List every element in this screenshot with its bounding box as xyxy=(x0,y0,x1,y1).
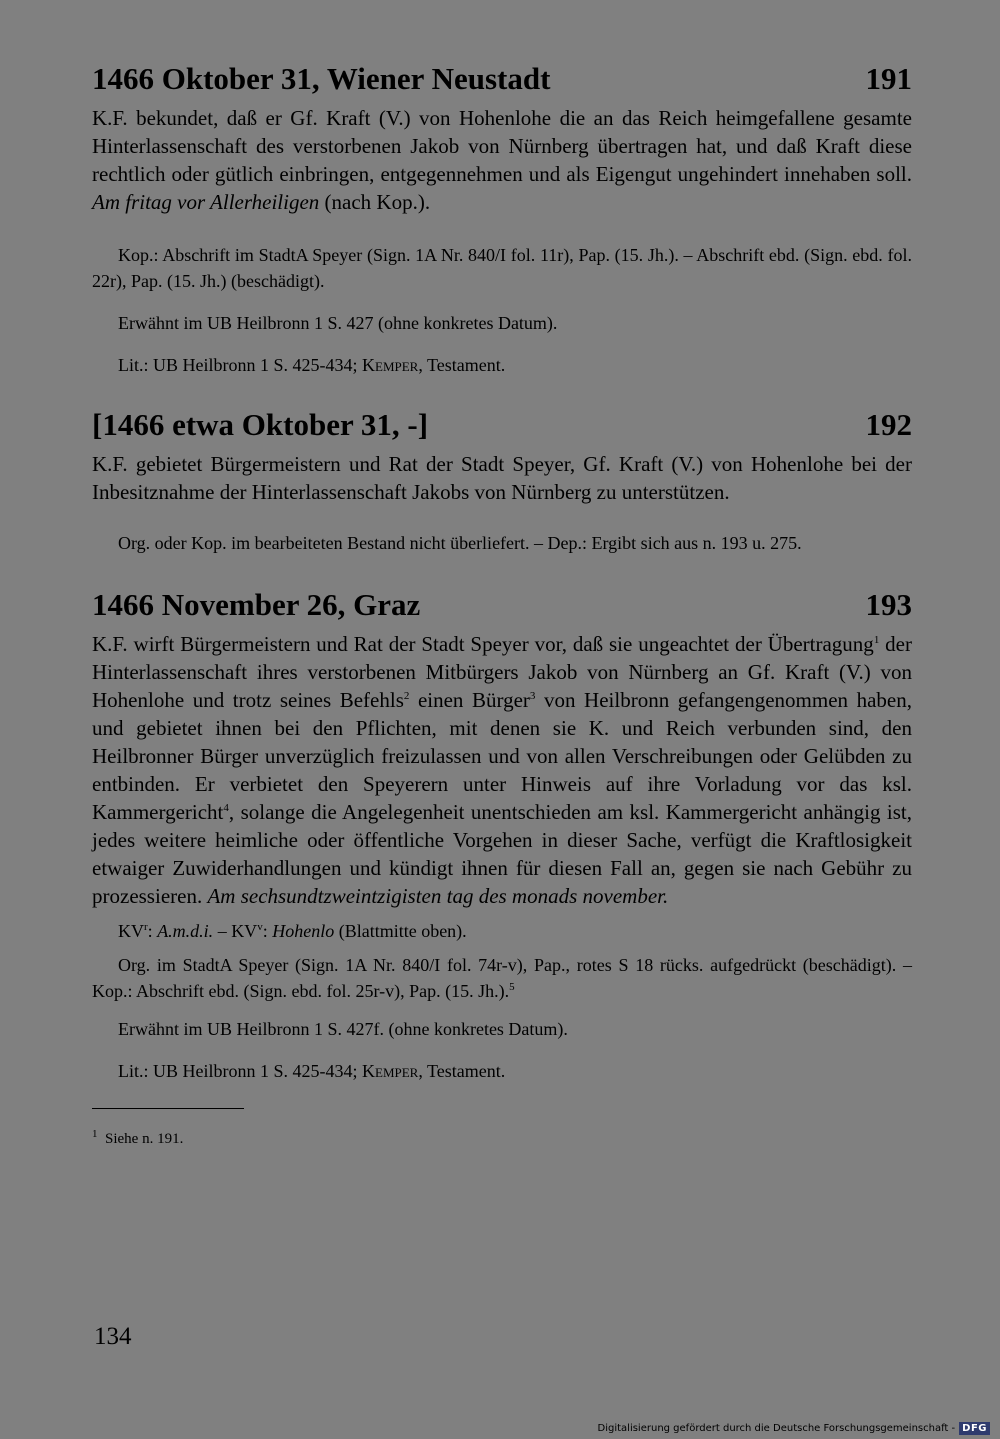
regest-tail: (nach Kop.). xyxy=(324,190,431,214)
lit-author: Kemper xyxy=(362,355,419,375)
entry-192 xyxy=(92,406,912,556)
entry-date: 1466 November 26, Graz xyxy=(92,587,421,622)
kop-note: Kop.: Abschrift im StadtA Speyer (Sign. 1A Nr. 840/I fol. 11r), Pap. (15. Jh.). – Abschrift ebd. (Sign. ebd. fol. 22r), Pap. (15. Jh.) (beschädigt). xyxy=(92,245,912,291)
kv-label: KV xyxy=(118,921,144,941)
kv-sup: v xyxy=(257,921,263,933)
page-content xyxy=(92,60,912,1149)
entry-number: 193 xyxy=(865,587,912,622)
footnote-marker: 1 xyxy=(92,1128,98,1140)
footnote-marker[interactable]: 3 xyxy=(529,690,536,702)
regest-text: K.F. wirft Bürgermeistern und Rat der Stadt Speyer vor, daß sie ungeachtet der Übertragung xyxy=(92,632,874,656)
entry-heading xyxy=(92,60,912,98)
org-note xyxy=(92,952,912,1004)
footnote-divider xyxy=(92,1108,244,1109)
lit-author: Kemper xyxy=(362,1061,419,1081)
kv-separator: – xyxy=(213,921,232,941)
entry-heading xyxy=(92,586,912,624)
entry-date: 1466 Oktober 31, Wiener Neustadt xyxy=(92,61,551,96)
kv-tail: (Blattmitte oben). xyxy=(338,921,467,941)
literature-note xyxy=(92,1058,912,1084)
mention-note: Erwähnt im UB Heilbronn 1 S. 427f. (ohne konkretes Datum). xyxy=(118,1019,568,1039)
credit-text: Digitalisierung gefördert durch die Deutsche Forschungsgemeinschaft - xyxy=(597,1423,956,1434)
regest-quote: Am sechsundtzweintzigisten tag des monads november. xyxy=(207,884,669,908)
footnote-marker[interactable]: 1 xyxy=(873,634,880,646)
org-note-text: Org. im StadtA Speyer (Sign. 1A Nr. 840/I fol. 74r-v), Pap., rotes S 18 rücks. aufgedrückt (beschädigt). – Kop.: Abschrift ebd. (Sign. ebd. fol. 25r-v), Pap. (15. Jh.). xyxy=(92,955,912,1001)
kv-value: A.m.d.i. xyxy=(157,921,214,941)
regest xyxy=(92,630,912,910)
footnote-1 xyxy=(92,1129,912,1149)
regest-text: K.F. bekundet, daß er Gf. Kraft (V.) von Hohenlohe die an das Reich heimgefallene gesamte Hinterlassenschaft des verstorbenen Jakob von Nürnberg übertragen hat, und daß Kraft diese rechtlich oder gütlich einbringen, entgegennehmen und als Eigengut ungehindert innehaben soll. xyxy=(92,106,912,186)
kv-sup: r xyxy=(144,921,148,933)
entry-date: [1466 etwa Oktober 31, -] xyxy=(92,407,429,442)
org-note: Org. oder Kop. im bearbeiteten Bestand nicht überliefert. – Dep.: Ergibt sich aus n. 193 u. 275. xyxy=(118,533,802,553)
regest-text: von Heilbronn gefangengenommen haben, und gebietet ihnen bei den Pflichten, mit denen sie K. und Reich verbunden sind, den Heilbronner Bürger unverzüglich freizulassen und von allen Verschreibungen oder Gelübden zu entbinden. Er verbietet den Speyerern unter Hinweis auf ihre Vorladung vor das ksl. Kammergericht xyxy=(92,688,912,824)
footnote-marker[interactable]: 2 xyxy=(403,690,410,702)
entry-heading xyxy=(92,406,912,444)
regest xyxy=(92,104,912,216)
kv-value: Hohenlo xyxy=(272,921,335,941)
kv-note: $KV^r$: A.m.d.i. – $KV^v$: Hohenlo (Blattmitte oben). xyxy=(118,921,467,941)
footnote-marker[interactable]: 5 xyxy=(509,981,515,993)
regest-text: der Hinterlassenschaft ihres verstorbenen Mitbürgers Jakob von Nürnberg an Gf. Kraft (V.) von Hohenlohe und trotz seines Befehls xyxy=(92,632,912,712)
footnote-text: Siehe n. 191. xyxy=(105,1131,184,1147)
digitization-credit xyxy=(598,1422,990,1435)
page-number: 134 xyxy=(94,1323,132,1350)
regest-text: einen Bürger xyxy=(409,688,530,712)
entry-number: 191 xyxy=(865,61,912,96)
dfg-logo-icon: DFG xyxy=(959,1422,990,1435)
entry-193 xyxy=(92,586,912,1084)
entry-191 xyxy=(92,60,912,378)
regest-quote: Am fritag vor Allerheiligen xyxy=(92,190,320,214)
regest: K.F. gebietet Bürgermeistern und Rat der Stadt Speyer, Gf. Kraft (V.) von Hohenlohe bei der Inbesitznahme der Hinterlassenschaft Jakobs von Nürnberg zu unterstützen. xyxy=(92,452,912,504)
entry-number: 192 xyxy=(865,407,912,442)
lit-suffix: , Testament. xyxy=(418,355,506,375)
literature-note xyxy=(92,352,912,378)
footnote-marker[interactable]: 4 xyxy=(223,802,229,814)
kv-label: KV xyxy=(231,921,258,941)
lit-prefix: Lit.: UB Heilbronn 1 S. 425-434; xyxy=(118,355,358,375)
regest-text: , solange die Angelegenheit unentschieden am ksl. Kammergericht anhängig ist, jedes weitere heimliche oder öffentliche Vorgehen in dieser Sache, verfügt die Kraftlosigkeit etwaiger Zuwiderhandlungen und kündigt ihnen für diesen Fall an, gegen sie nach Gebühr zu prozessieren. xyxy=(92,800,912,908)
lit-prefix: Lit.: UB Heilbronn 1 S. 425-434; xyxy=(118,1061,358,1081)
lit-suffix: , Testament. xyxy=(418,1061,506,1081)
mention-note: Erwähnt im UB Heilbronn 1 S. 427 (ohne konkretes Datum). xyxy=(118,313,558,333)
